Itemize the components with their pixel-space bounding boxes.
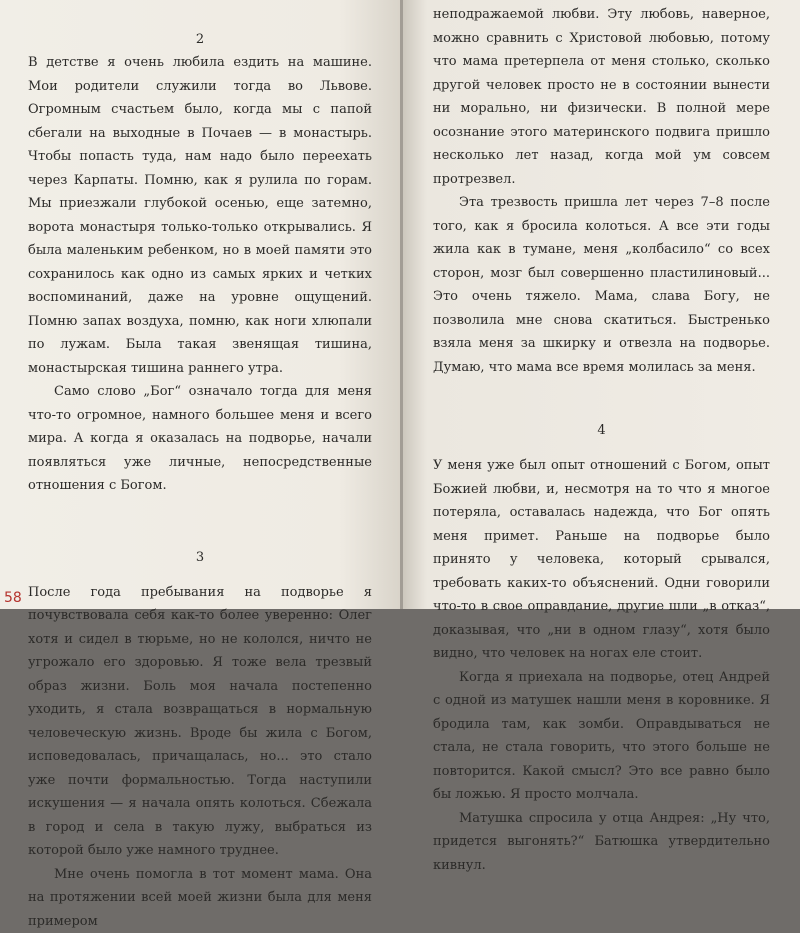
paragraph: Матушка спросила у отца Андрея: „Ну что, придется выгонять?“ Батюшка утвердительно кивнул. (433, 807, 770, 878)
paragraph: Само слово „Бог“ означало тогда для меня что-то огромное, намного большее меня и всего мира. А когда я оказалась на подворье, начали появляться уже личные, непосредственные отношения с Богом. (28, 380, 372, 498)
paragraph: В детстве я очень любила ездить на машине. Мои родители служили тогда во Львове. Огромным счастьем было, когда мы с папой сбегали на выходные в Почаев — в монастырь. Чтобы попасть туда, нам надо было переехать через Карпаты. Помню, как я рулила по горам. Мы приезжали глубокой осенью, еще затемно, ворота монастыря только-только открывались. Я была маленьким ребенком, но в моей памяти это сохранилось как одно из самых ярких и четких воспоминаний, даже на уровне ощущений. Помню запах воздуха, помню, как ноги хлюпали по лужам. Была такая звенящая тишина, монастырская тишина раннего утра. (28, 51, 372, 380)
section-number: 4 (433, 419, 770, 442)
paragraph: После года пребывания на подворье я почувствовала себя как-то более уверенно: Олег хотя и сидел в тюрьме, но не кололся, ничто не угрожало его здоровью. Я тоже вела трезвый образ жизни. Боль моя начала постепенно уходить, я стала возвращаться в нормальную человеческую жизнь. Вроде бы жила с Богом, исповедовалась, причащалась, но... это стало уже почти формальностью. Тогда наступили искушения — я начала опять колоться. Сбежала в город и села в такую лужу, выбраться из которой было уже намного труднее. (28, 581, 372, 863)
paragraph: Когда я приехала на подворье, отец Андрей с одной из матушек нашли меня в коровнике. Я бродила там, как зомби. Оправдываться не стала, не стала говорить, что этого больше не повторится. Какой смысл? Это все равно было бы ложью. Я просто молчала. (433, 666, 770, 807)
section-number: 3 (28, 546, 372, 569)
paragraph: Мне очень помогла в тот момент мама. Она на протяжении всей моей жизни была для меня примером (28, 863, 372, 933)
section-number: 2 (28, 28, 372, 51)
left-page (0, 0, 400, 609)
right-page (403, 0, 800, 609)
page-number: 58 (4, 589, 22, 607)
paragraph: Эта трезвость пришла лет через 7–8 после того, как я бросила колоться. А все эти годы жила как в тумане, меня „колбасило“ со всех сторон, мозг был совершенно пластилиновый... Это очень тяжело. Мама, слава Богу, не позволила мне снова скатиться. Быстренько взяла меня за шкирку и отвезла на подворье. Думаю, что мама все время молилась за меня. (433, 191, 770, 379)
paragraph: У меня уже был опыт отношений с Богом, опыт Божией любви, и, несмотря на то что я многое потеряла, оставалась надежда, что Бог опять меня примет. Раньше на подворье было принято у человека, который срывался, требовать каких-то объяснений. Одни говорили что-то в свое оправдание, другие шли „в отказ“, доказывая, что „ни в одном глазу“, хотя было видно, что человек на ногах еле стоит. (433, 454, 770, 666)
paragraph: неподражаемой любви. Эту любовь, наверное, можно сравнить с Христовой любовью, потому что мама претерпела от меня столько, сколько другой человек просто не в состоянии вынести ни морально, ни физически. В полной мере осознание этого материнского подвига пришло несколько лет назад, когда мой ум совсем протрезвел. (433, 3, 770, 191)
